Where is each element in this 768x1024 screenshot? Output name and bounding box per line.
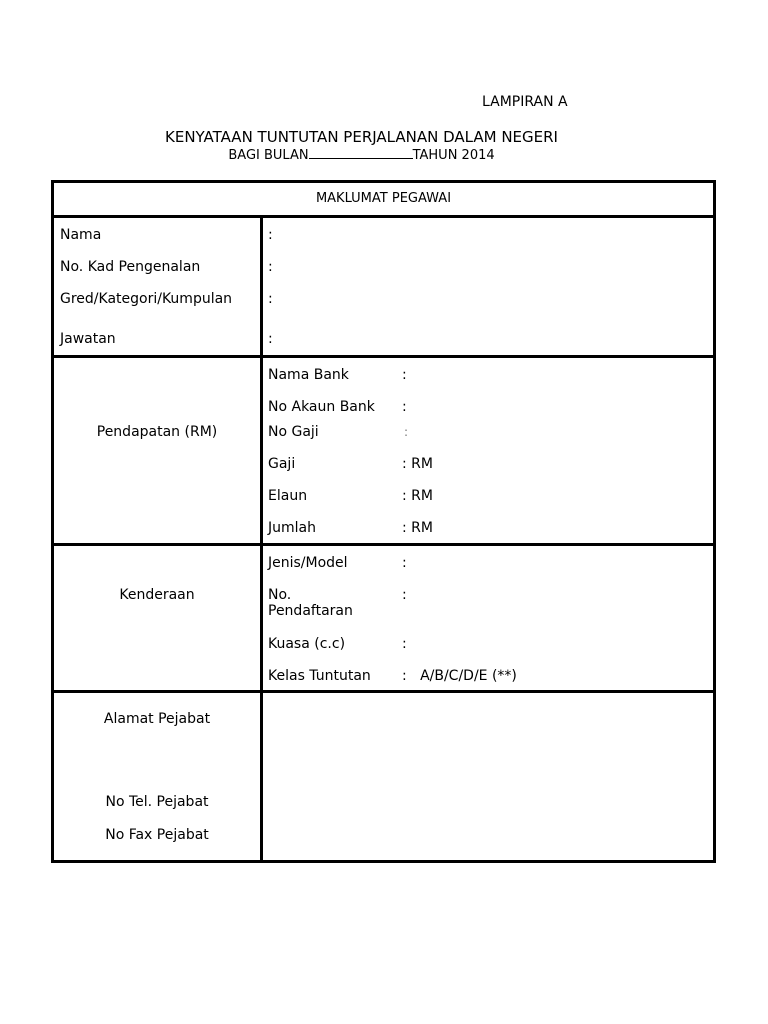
section-header: MAKLUMAT PEGAWAI — [315, 191, 452, 206]
kenderaan-label: Kenderaan — [119, 587, 195, 603]
elaun-label: Elaun — [268, 488, 308, 504]
gred-colon[interactable]: : — [268, 291, 273, 307]
no-pendaftaran-label-1: No. — [268, 587, 292, 603]
nama-label: Nama — [60, 227, 102, 243]
month-blank[interactable] — [309, 147, 413, 159]
no-fax-pejabat-label: No Fax Pejabat — [105, 827, 209, 843]
jawatan-colon[interactable]: : — [268, 331, 273, 347]
no-akaun-label: No Akaun Bank — [268, 399, 375, 415]
jenis-label: Jenis/Model — [268, 555, 348, 571]
nama-bank-colon[interactable]: : — [402, 367, 407, 383]
kuasa-label: Kuasa (c.c) — [268, 636, 346, 652]
gred-label: Gred/Kategori/Kumpulan — [60, 291, 233, 307]
gaji-label: Gaji — [268, 456, 296, 472]
kelas-label: Kelas Tuntutan — [268, 668, 371, 684]
no-akaun-colon[interactable]: : — [402, 399, 407, 415]
no-gaji-label: No Gaji — [268, 424, 319, 440]
divider-header — [51, 215, 716, 218]
divider-pegawai — [51, 355, 716, 358]
jenis-colon[interactable]: : — [402, 555, 407, 571]
no-pendaftaran-label-2: Pendaftaran — [268, 603, 353, 619]
kuasa-colon[interactable]: : — [402, 636, 407, 652]
pejabat-details-field[interactable] — [263, 693, 713, 860]
jumlah-value[interactable]: : RM — [402, 520, 433, 536]
lampiran-label: LAMPIRAN A — [482, 94, 568, 110]
ic-colon[interactable]: : — [268, 259, 273, 275]
no-tel-pejabat-label: No Tel. Pejabat — [105, 794, 209, 810]
subtitle-suffix: TAHUN 2014 — [412, 148, 495, 163]
jawatan-label: Jawatan — [60, 331, 116, 347]
no-pendaftaran-colon[interactable]: : — [402, 587, 407, 603]
pendapatan-label: Pendapatan (RM) — [96, 424, 218, 440]
document-title: KENYATAAN TUNTUTAN PERJALANAN DALAM NEGERI — [165, 128, 558, 146]
document-subtitle — [0, 147, 723, 163]
subtitle-prefix: BAGI BULAN — [228, 148, 309, 163]
nama-colon[interactable]: : — [268, 227, 273, 243]
kelas-value[interactable]: : A/B/C/D/E (**) — [402, 668, 517, 684]
gaji-value[interactable]: : RM — [402, 456, 433, 472]
alamat-pejabat-label: Alamat Pejabat — [103, 711, 211, 727]
nama-bank-label: Nama Bank — [268, 367, 349, 383]
no-gaji-colon[interactable]: : — [404, 425, 409, 439]
ic-label: No. Kad Pengenalan — [60, 259, 201, 275]
jumlah-label: Jumlah — [268, 520, 316, 536]
divider-pendapatan — [51, 543, 716, 546]
elaun-value[interactable]: : RM — [402, 488, 433, 504]
